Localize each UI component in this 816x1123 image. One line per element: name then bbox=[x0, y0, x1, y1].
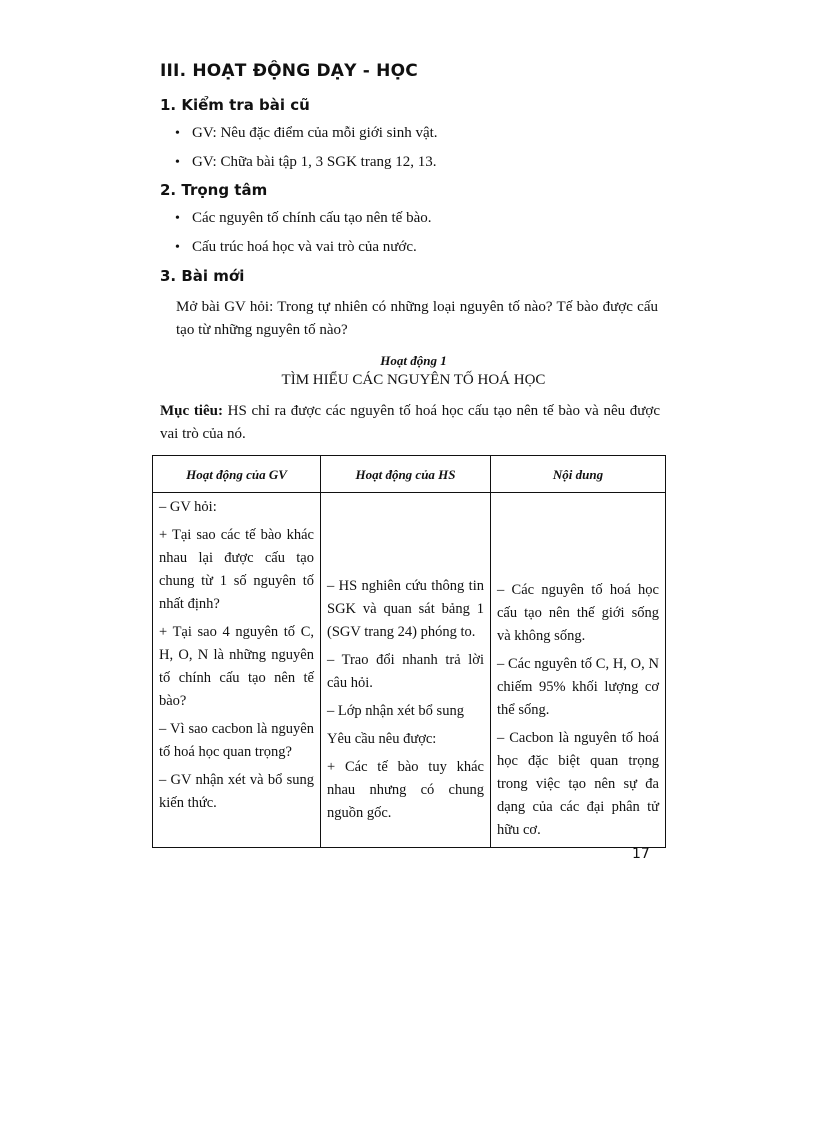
teacher-line: + Tại sao các tế bào khác nhau lại được cấu tạo chung từ 1 số nguyên tố nhất định? bbox=[159, 527, 314, 612]
page-number: 17 bbox=[632, 846, 650, 862]
teacher-line: – GV nhận xét và bổ sung kiến thức. bbox=[159, 772, 314, 811]
student-line: – Trao đổi nhanh trả lời câu hỏi. bbox=[327, 652, 484, 691]
content-line: – Cacbon là nguyên tố hoá học đặc biệt quan trọng trong việc tạo nên sự đa dạng của các đại phân tử hữu cơ. bbox=[497, 730, 659, 838]
content-line: – Các nguyên tố C, H, O, N chiếm 95% khối lượng cơ thể sống. bbox=[497, 656, 659, 718]
subsection-title-focus: 2. Trọng tâm bbox=[160, 181, 268, 199]
subsection-title-review: 1. Kiểm tra bài cũ bbox=[160, 96, 310, 114]
student-line: – Lớp nhận xét bổ sung bbox=[327, 703, 464, 719]
activity-label: Hoạt động 1 bbox=[380, 353, 447, 368]
list-item: • GV: Chữa bài tập 1, 3 SGK trang 12, 13. bbox=[175, 151, 675, 180]
header-teacher-activity: Hoạt động của GV bbox=[153, 456, 321, 493]
activity-table bbox=[152, 455, 666, 848]
table-header-row bbox=[153, 456, 666, 493]
table-row bbox=[153, 493, 666, 848]
student-line: – HS nghiên cứu thông tin SGK và quan sát bảng 1 (SGV trang 24) phóng to. bbox=[327, 578, 484, 640]
focus-bullet-list bbox=[175, 207, 675, 265]
section-heading: III. HOẠT ĐỘNG DẠY - HỌC bbox=[160, 61, 418, 81]
goal-label: Mục tiêu: bbox=[160, 403, 223, 419]
list-item: • Các nguyên tố chính cấu tạo nên tế bào. bbox=[175, 207, 675, 236]
goal-text: HS chỉ ra được các nguyên tố hoá học cấu tạo nên tế bào và nêu được vai trò của nó. bbox=[160, 403, 660, 442]
activity-title: TÌM HIỂU CÁC NGUYÊN TỐ HOÁ HỌC bbox=[281, 372, 546, 388]
activity-goal bbox=[160, 400, 660, 446]
content-cell bbox=[491, 493, 666, 848]
student-activity-cell bbox=[321, 493, 491, 848]
list-item: • GV: Nêu đặc điểm của mỗi giới sinh vật. bbox=[175, 122, 675, 151]
student-line: + Các tế bào tuy khác nhau nhưng có chung nguồn gốc. bbox=[327, 759, 484, 821]
content-line: – Các nguyên tố hoá học cấu tạo nên thế giới sống và không sống. bbox=[497, 582, 659, 644]
teacher-line: – Vì sao cacbon là nguyên tố hoá học quan trọng? bbox=[159, 721, 314, 760]
teacher-line: – GV hỏi: bbox=[159, 499, 217, 515]
teacher-activity-cell bbox=[153, 493, 321, 848]
teacher-line: + Tại sao 4 nguyên tố C, H, O, N là những nguyên tố chính cấu tạo nên tế bào? bbox=[159, 624, 314, 709]
subsection-title-new-lesson: 3. Bài mới bbox=[160, 267, 245, 285]
student-line: Yêu cầu nêu được: bbox=[327, 731, 437, 747]
header-content: Nội dung bbox=[491, 456, 666, 493]
lesson-intro-paragraph: Mở bài GV hỏi: Trong tự nhiên có những loại nguyên tố nào? Tế bào được cấu tạo từ những nguyên tố nào? bbox=[176, 299, 658, 338]
header-student-activity: Hoạt động của HS bbox=[321, 456, 491, 493]
list-item: • Cấu trúc hoá học và vai trò của nước. bbox=[175, 236, 675, 265]
review-bullet-list bbox=[175, 122, 675, 180]
